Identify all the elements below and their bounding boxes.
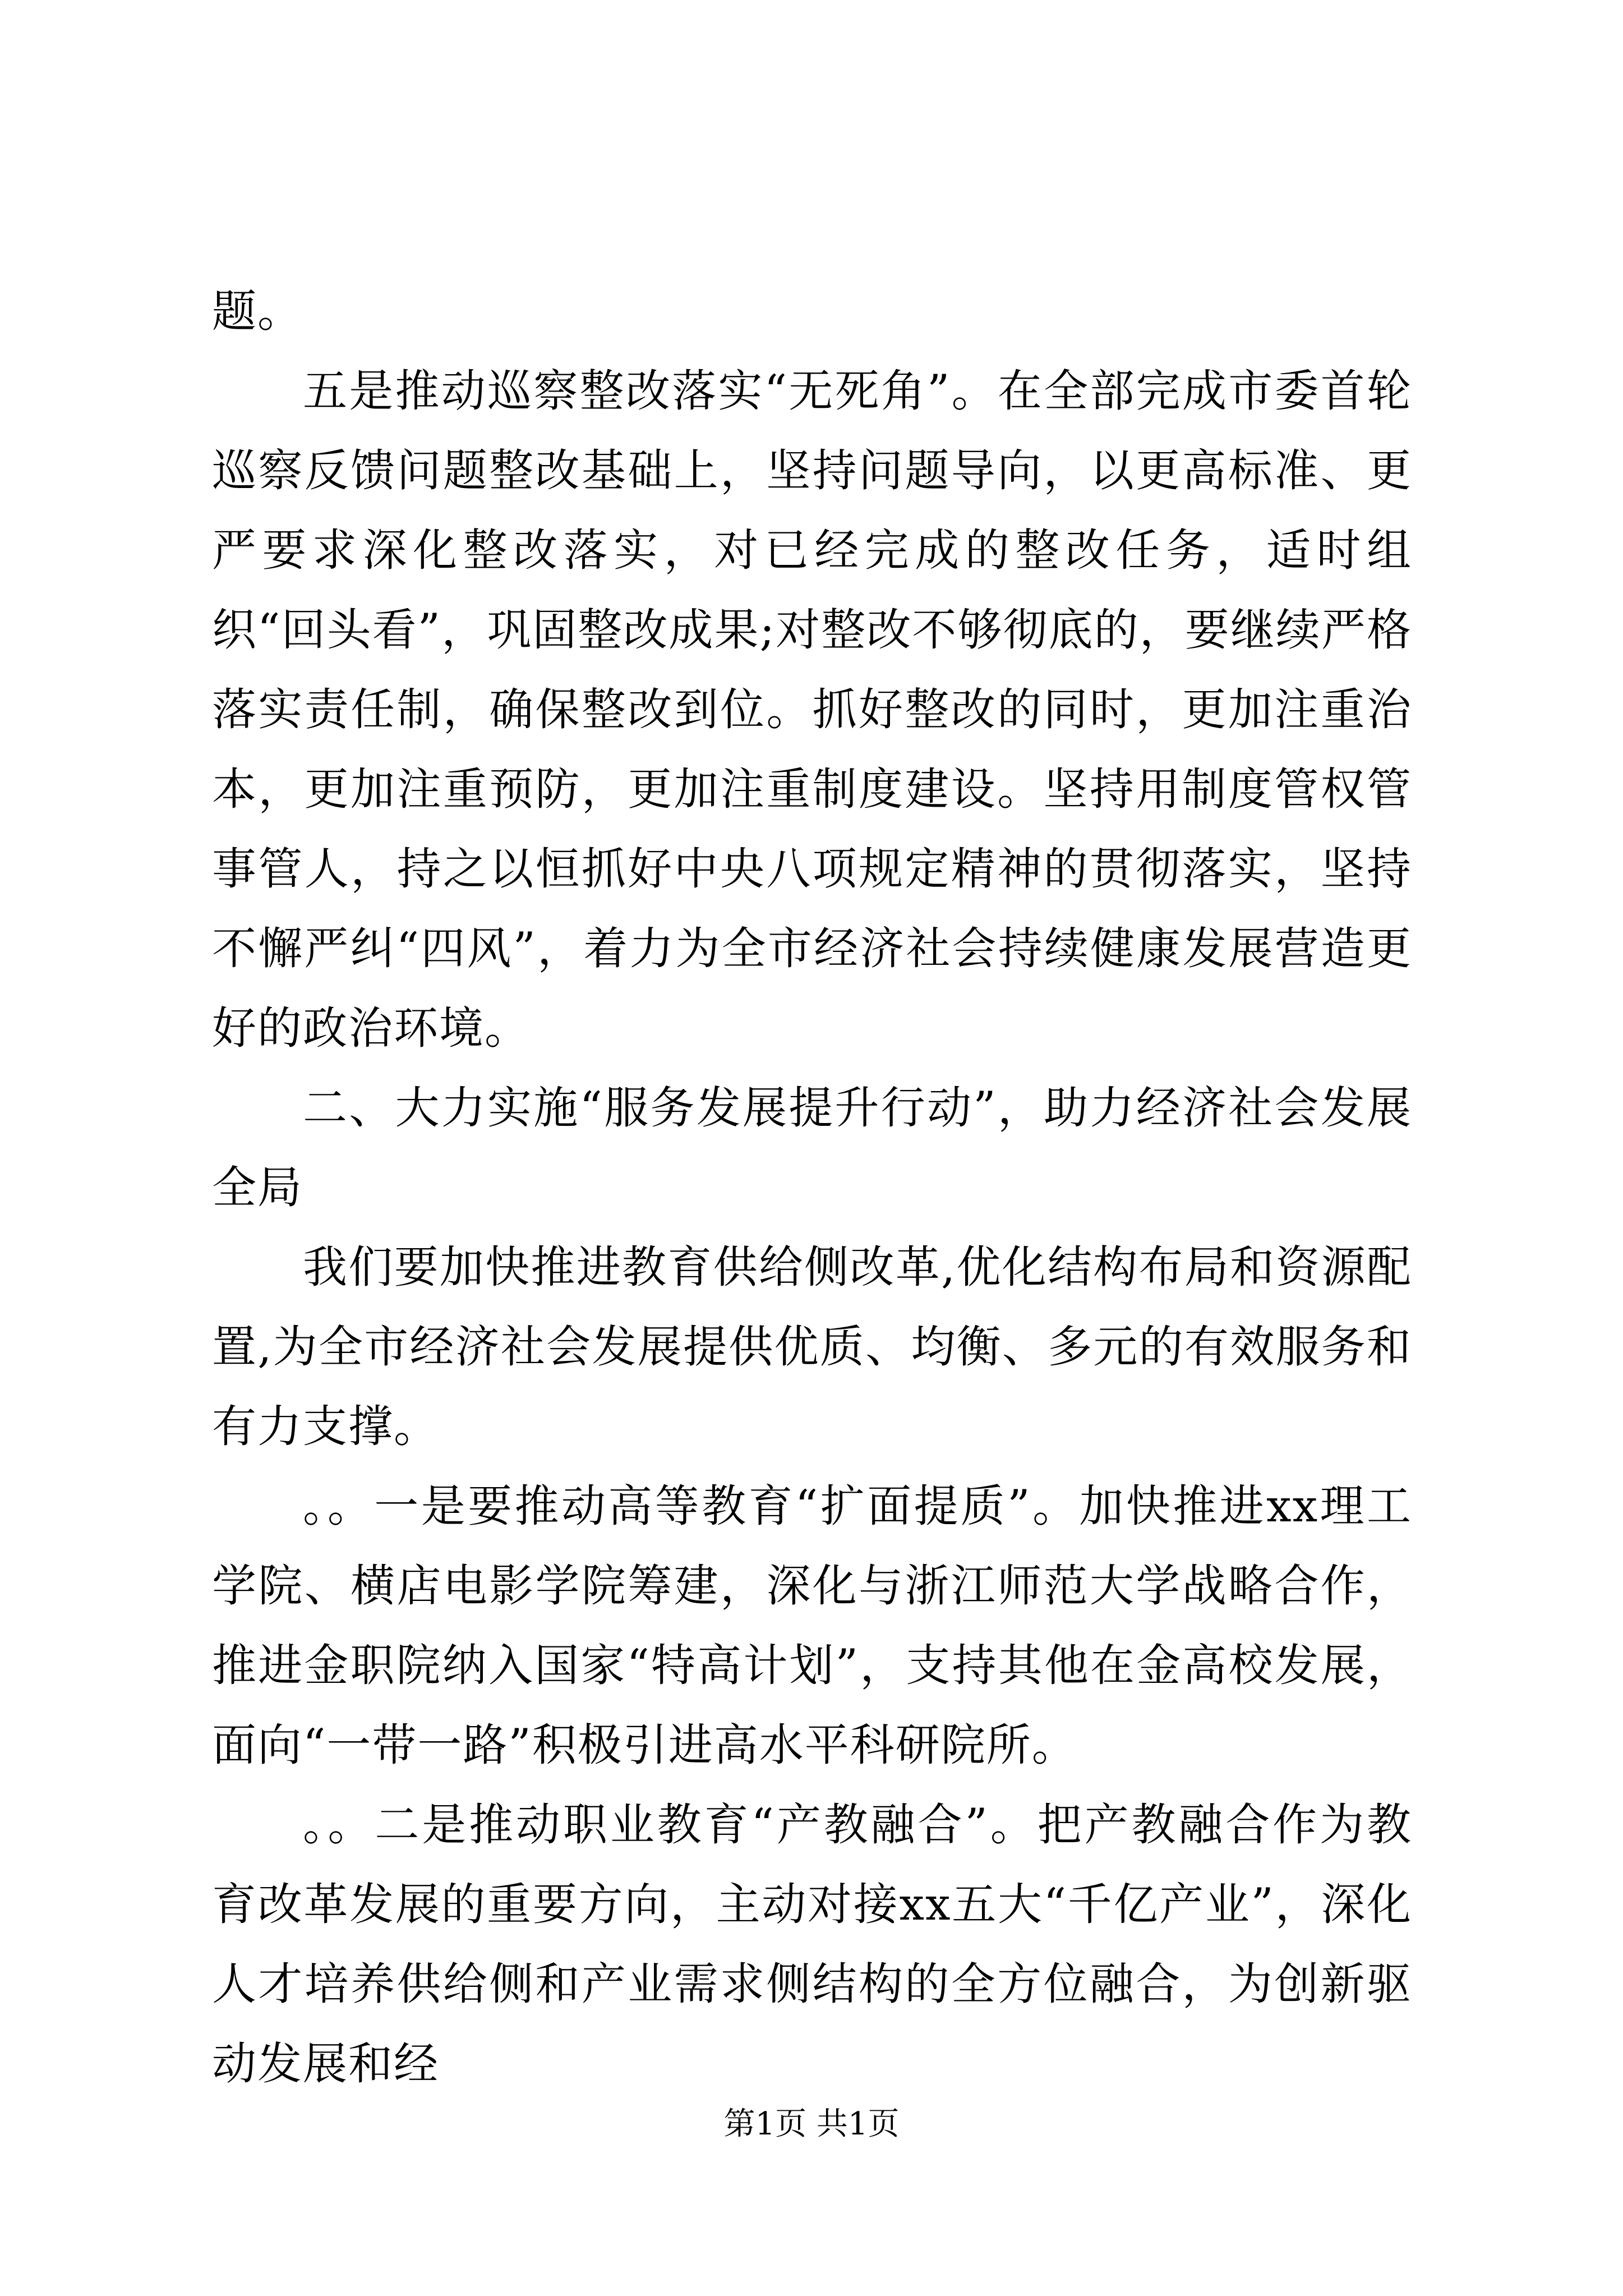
page-footer: 第1页 共1页 bbox=[723, 2106, 900, 2142]
paragraph-inspection-rectification: 五是推动巡察整改落实“无死角”。在全部完成市委首轮巡察反馈问题整改基础上，坚持问题导向，以更高标准、更严要求深化整改落实，对已经完成的整改任务，适时组织“回头看”，巩固整改成果;对整改不够彻底的，要继续严格落实责任制，确保整改到位。抓好整改的同时，更加注重治本，更加注重预防，更加注重制度建设。坚持用制度管权管事管人，持之以恒抓好中央八项规定精神的贯彻落实，坚持不懈严纠“四风”，着力为全市经济社会持续健康发展营造更好的政治环境。 bbox=[212, 365, 1412, 1054]
paragraph-vocational-education: 。。二是推动职业教育“产教融合”。把产教融合作为教育改革发展的重要方向，主动对接xx五大“千亿产业”，深化人才培养供给侧和产业需求侧结构的全方位融合，为创新驱动发展和经 bbox=[212, 1799, 1412, 2090]
paragraph-education-supply-reform: 我们要加快推进教育供给侧改革,优化结构布局和资源配置,为全市经济社会发展提供优质、均衡、多元的有效服务和有力支撑。 bbox=[212, 1241, 1412, 1452]
paragraph-continuation: 题。 bbox=[212, 286, 303, 337]
section-heading-service-development: 二、大力实施“服务发展提升行动”，助力经济社会发展全局 bbox=[212, 1082, 1412, 1213]
document-body bbox=[212, 272, 1412, 2104]
paragraph-higher-education: 。。一是要推动高等教育“扩面提质”。加快推进xx理工学院、横店电影学院筹建，深化与浙江师范大学战略合作，推进金职院纳入国家“特高计划”，支持其他在金高校发展，面向“一带一路”积极引进高水平科研院所。 bbox=[212, 1480, 1412, 1771]
